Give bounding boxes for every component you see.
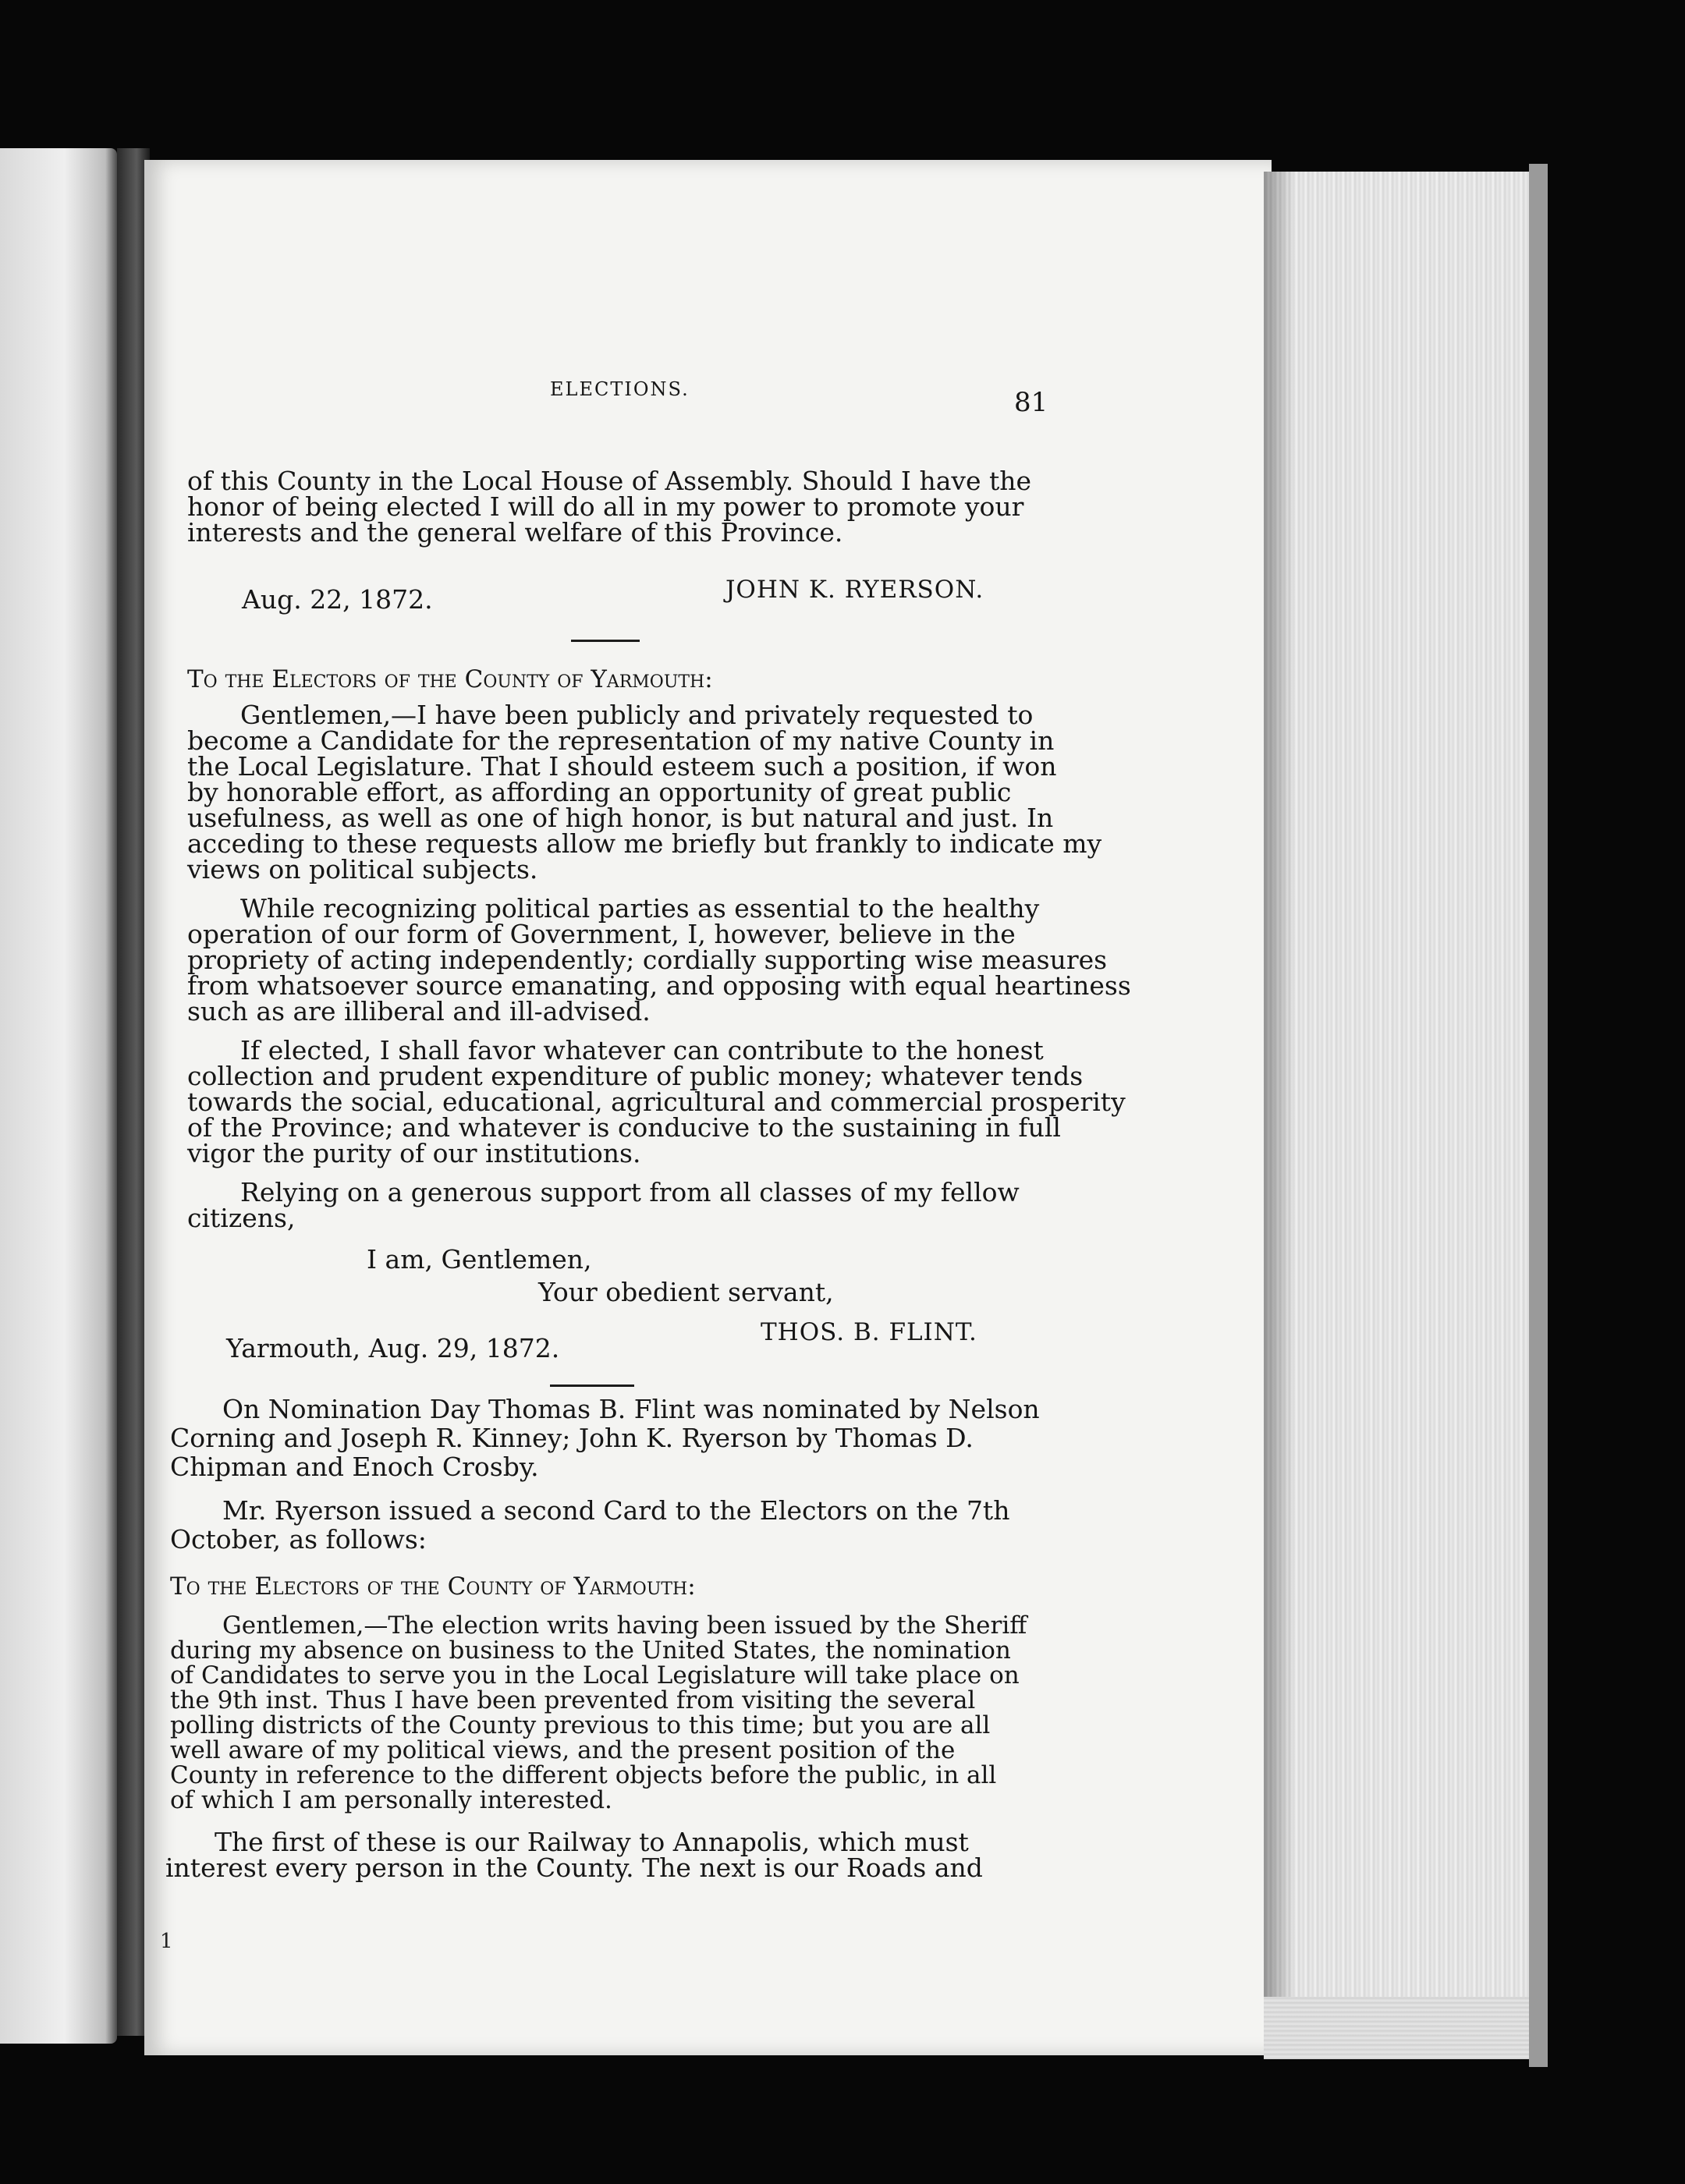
running-head: ELECTIONS. — [550, 378, 690, 400]
signature-flint: THOS. B. FLINT. — [761, 1318, 977, 1346]
text-line: of the Province; and whatever is conducive to the sustaining in full — [187, 1112, 1061, 1143]
page-stack-bottom — [1264, 1997, 1545, 2059]
text-line: Relying on a generous support from all classes of my fellow — [240, 1177, 1020, 1207]
text-line: from whatsoever source emanating, and opposing with equal heartiness — [187, 970, 1131, 1001]
closing-line: Your obedient servant, — [538, 1277, 834, 1307]
text-line: propriety of acting independently; cordially supporting wise measures — [187, 945, 1108, 975]
text-line: by honorable effort, as affording an opportunity of great public — [187, 777, 1012, 807]
salutation: To the Electors of the County of Yarmouth: — [187, 665, 713, 693]
salutation: To the Electors of the County of Yarmouth: — [170, 1572, 696, 1601]
text-line: While recognizing political parties as essential to the healthy — [240, 893, 1040, 924]
text-line: well aware of my political views, and the present position of the — [170, 1736, 956, 1764]
text-line: usefulness, as well as one of high honor, is but natural and just. In — [187, 803, 1054, 833]
text-line: vigor the purity of our institutions. — [187, 1138, 641, 1168]
text-line: Chipman and Enoch Crosby. — [170, 1452, 539, 1482]
margin-mark: 1 — [160, 1930, 173, 1953]
text-line: acceding to these requests allow me briefly but frankly to indicate my — [187, 828, 1102, 859]
text-line: the 9th inst. Thus I have been prevented from visiting the several — [170, 1686, 976, 1714]
text-line: of Candidates to serve you in the Local Legislature will take place on — [170, 1661, 1020, 1689]
text-line: honor of being elected I will do all in my power to promote your — [187, 491, 1024, 522]
text-line: polling districts of the County previous to this time; but you are all — [170, 1711, 991, 1739]
text-line: If elected, I shall favor whatever can contribute to the honest — [240, 1035, 1044, 1065]
text-line: become a Candidate for the representation of my native County in — [187, 725, 1055, 756]
dateline: Yarmouth, Aug. 29, 1872. — [226, 1333, 560, 1363]
text-line: Corning and Joseph R. Kinney; John K. Ryerson by Thomas D. — [170, 1423, 974, 1453]
text-line: interests and the general welfare of this Province. — [187, 517, 843, 548]
section-divider — [571, 640, 640, 642]
text-line: citizens, — [187, 1203, 296, 1233]
page-stack-fore-edge — [1264, 172, 1545, 2059]
closing-line: I am, Gentlemen, — [367, 1244, 592, 1275]
signature-ryerson: JOHN K. RYERSON. — [725, 576, 984, 604]
text-line: the Local Legislature. That I should esteem such a position, if won — [187, 751, 1057, 782]
adjacent-page-edge — [0, 148, 117, 2044]
page-number: 81 — [1014, 387, 1048, 418]
text-line: towards the social, educational, agricultural and commercial prosperity — [187, 1087, 1126, 1117]
text-line: of this County in the Local House of Assembly. Should I have the — [187, 466, 1032, 496]
text-line: such as are illiberal and ill-advised. — [187, 996, 651, 1026]
text-line: views on political subjects. — [187, 854, 538, 885]
text-line: Gentlemen,—The election writs having been issued by the Sheriff — [222, 1611, 1027, 1640]
text-line: County in reference to the different objects before the public, in all — [170, 1761, 997, 1789]
text-line: operation of our form of Government, I, however, believe in the — [187, 919, 1016, 949]
text-line: during my absence on business to the United States, the nomination — [170, 1636, 1011, 1665]
text-line: Gentlemen,—I have been publicly and privately requested to — [240, 700, 1034, 730]
dateline: Aug. 22, 1872. — [242, 584, 433, 615]
text-line: interest every person in the County. The next is our Roads and — [165, 1852, 983, 1883]
section-divider — [550, 1384, 634, 1387]
text-line: collection and prudent expenditure of public money; whatever tends — [187, 1061, 1084, 1091]
text-line: Mr. Ryerson issued a second Card to the Electors on the 7th — [222, 1495, 1010, 1526]
book-cover-edge — [1529, 164, 1548, 2067]
page-stack-shadow — [1264, 172, 1295, 2059]
text-line: of which I am personally interested. — [170, 1786, 612, 1814]
text-line: The first of these is our Railway to Annapolis, which must — [215, 1827, 969, 1857]
text-line: On Nomination Day Thomas B. Flint was nominated by Nelson — [222, 1394, 1040, 1424]
text-line: October, as follows: — [170, 1524, 427, 1555]
